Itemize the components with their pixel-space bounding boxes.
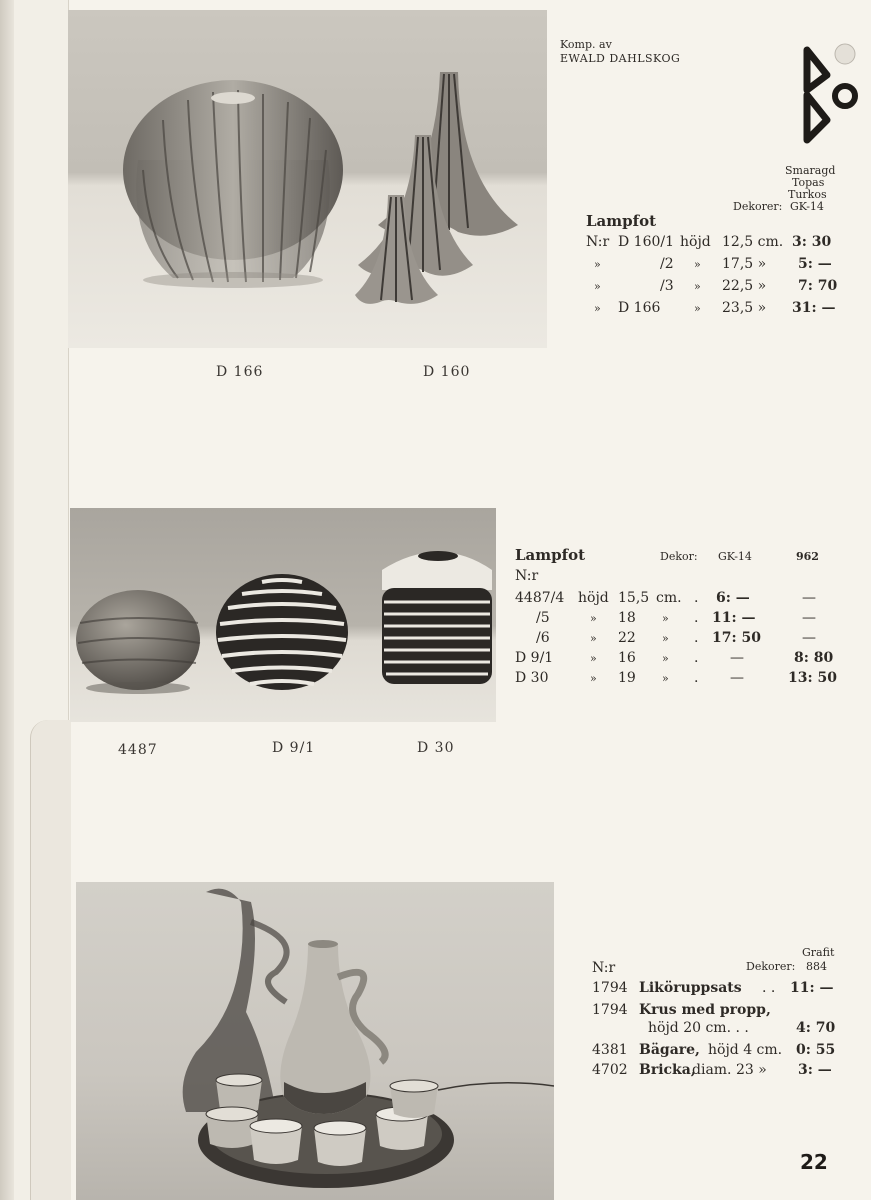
caption-d160: D 160	[423, 364, 471, 380]
s2-row1-model: 4487/4	[515, 590, 565, 606]
s3-row4-nr: 4381	[592, 1042, 628, 1058]
row1-price: 3: 30	[792, 234, 832, 250]
row1-height: 12,5 cm.	[722, 234, 784, 250]
s2-row4-label: »	[590, 652, 597, 665]
s2-row1-price1: 6: —	[716, 590, 750, 606]
s2-row3-unit: »	[662, 632, 669, 645]
s2-row3-price1: 17: 50	[712, 630, 762, 646]
s2-row1-label: höjd	[578, 590, 609, 606]
s2-row2-price2: —	[802, 610, 816, 626]
row3-price: 7: 70	[798, 278, 838, 294]
row3-label: »	[694, 280, 701, 293]
s2-row5-unit: »	[662, 672, 669, 685]
section3-decor-name: Grafit	[802, 946, 835, 959]
s2-row3-price2: —	[802, 630, 816, 646]
s2-row5-model: D 30	[515, 670, 549, 686]
row4-label: »	[694, 302, 701, 315]
section3-decor-label: Dekorer:	[746, 960, 796, 973]
section2-decor-code: GK-14	[718, 550, 752, 563]
s2-row3-model: /6	[536, 630, 550, 646]
row4-height: 23,5 »	[722, 300, 767, 316]
s2-row1-dots: .	[694, 590, 699, 606]
decor-name-smaragd: Smaragd	[785, 164, 836, 177]
s2-row3-dots: .	[694, 630, 699, 646]
s2-row2-model: /5	[536, 610, 550, 626]
s2-row4-height: 16	[618, 650, 636, 666]
row2-model: /2	[660, 256, 674, 272]
caption-4487: 4487	[118, 742, 158, 758]
row2-label: »	[694, 258, 701, 271]
row4-prefix: »	[594, 302, 601, 315]
row2-height: 17,5 »	[722, 256, 767, 272]
section1-title: Lampfot	[586, 212, 657, 230]
s2-row5-price2: 13: 50	[788, 670, 838, 686]
s2-row5-dots: .	[694, 670, 699, 686]
section3-decor-code: 884	[806, 960, 827, 973]
s3-row4-name: Bägare,	[639, 1042, 700, 1058]
photo-round-lamp-bases	[70, 508, 496, 722]
s3-row5-nr: 4702	[592, 1062, 628, 1078]
row2-prefix: »	[594, 258, 601, 271]
s2-row2-dots: .	[694, 610, 699, 626]
row1-model: D 160/1	[618, 234, 675, 250]
row4-price: 31: —	[792, 300, 836, 316]
s3-row5-name: Bricka,	[639, 1062, 696, 1078]
row3-prefix: »	[594, 280, 601, 293]
row1-label: höjd	[680, 234, 711, 250]
s2-row2-label: »	[590, 612, 597, 625]
s2-row2-price1: 11: —	[712, 610, 756, 626]
s2-row1-height: 15,5	[618, 590, 650, 606]
row3-model: /3	[660, 278, 674, 294]
row4-model: D 166	[618, 300, 661, 316]
s2-row4-price1: —	[730, 650, 744, 666]
photo-lamp-bases	[68, 10, 547, 348]
row2-price: 5: —	[798, 256, 832, 272]
s3-row2-name: Krus med propp,	[639, 1002, 771, 1018]
decor-label: Dekorer:	[733, 200, 783, 213]
page-edge	[0, 0, 14, 1200]
photo-liqueur-set	[76, 882, 554, 1200]
s2-row1-price2: —	[802, 590, 816, 606]
s3-row4-detail: höjd 4 cm.	[708, 1042, 783, 1058]
s3-row4-price: 0: 55	[796, 1042, 836, 1058]
s2-row5-price1: —	[730, 670, 744, 686]
striped-sphere-d9	[216, 574, 348, 690]
s2-row2-unit: »	[662, 612, 669, 625]
s2-row4-unit: »	[662, 652, 669, 665]
s2-row2-height: 18	[618, 610, 636, 626]
jug-shape	[280, 940, 385, 1114]
s2-row5-height: 19	[618, 670, 636, 686]
s3-row3-price: 4: 70	[796, 1020, 836, 1036]
decor-code: GK-14	[790, 200, 824, 213]
decor-name-turkos: Turkos	[788, 188, 827, 201]
s3-row1-price: 11: —	[790, 980, 834, 996]
s2-row3-label: »	[590, 632, 597, 645]
s3-row1-nr: 1794	[592, 980, 628, 996]
row1-prefix: N:r	[586, 234, 610, 250]
s3-row5-price: 3: —	[798, 1062, 832, 1078]
decor-name-topas: Topas	[792, 176, 825, 189]
s2-row3-height: 22	[618, 630, 636, 646]
section2-decor-code2: 962	[796, 550, 819, 563]
s2-row1-unit: cm.	[656, 590, 682, 606]
caption-d166: D 166	[216, 364, 264, 380]
s3-row3-detail: höjd 20 cm. . .	[648, 1020, 749, 1036]
s2-row5-label: »	[590, 672, 597, 685]
section2-nr-label: N:r	[515, 568, 539, 584]
section2-decor-label: Dekor:	[660, 550, 698, 563]
s3-row2-nr: 1794	[592, 1002, 628, 1018]
s3-row1-name: Liköruppsats	[639, 980, 742, 996]
s2-row4-price2: 8: 80	[794, 650, 834, 666]
designer-name: EWALD DAHLSKOG	[560, 52, 681, 65]
row3-height: 22,5 »	[722, 278, 767, 294]
designer-line1: Komp. av	[560, 38, 612, 51]
caption-d9-1: D 9/1	[272, 740, 316, 756]
s2-row4-model: D 9/1	[515, 650, 554, 666]
page-number: 22	[800, 1150, 828, 1174]
speckled-sphere-4487	[76, 590, 200, 694]
caption-d30: D 30	[417, 740, 455, 756]
s2-row4-dots: .	[694, 650, 699, 666]
section3-nr-label: N:r	[592, 960, 616, 976]
section2-title: Lampfot	[515, 546, 586, 564]
bo-logo	[797, 40, 861, 150]
striped-cylinder-d30	[382, 551, 492, 684]
s3-row5-detail: diam. 23 »	[692, 1062, 767, 1078]
s3-row1-detail: . .	[762, 980, 776, 996]
index-tab-notch	[30, 720, 71, 1200]
